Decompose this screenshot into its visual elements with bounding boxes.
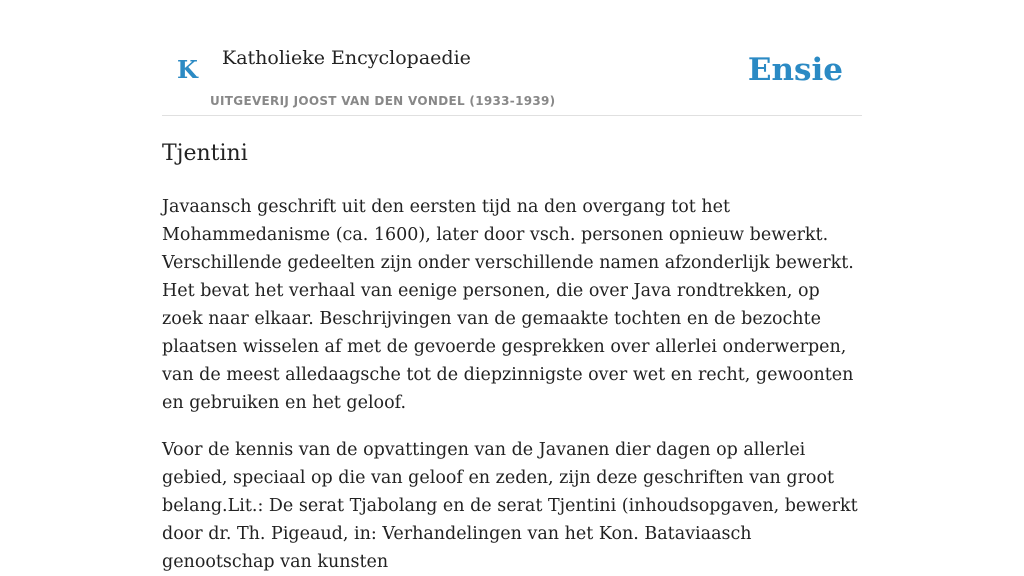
article-content — [162, 138, 862, 576]
encyclopedia-title[interactable]: Katholieke Encyclopaedie — [222, 47, 471, 69]
article-paragraph-1: Javaansch geschrift uit den eersten tijd na den overgang tot het Mohammedanisme (ca. 1600), later door vsch. personen opnieuw bewerkt. Verschillende gedeelten zijn onder verschillende namen afzonderlijk bewerkt. Het bevat het verhaal van eenige personen, die over Java rondtrekken, op zoek naar elkaar. Beschrijvingen van de gemaakte tochten en de bezochte plaatsen wisselen af met de gevoerde gesprekken over allerlei onderwerpen, van de meest alledaagsche tot de diepzinnigste over wet en recht, gewoonten en gebruiken en het geloof. — [162, 197, 854, 413]
article-paragraph-2: Voor de kennis van de opvattingen van de Javanen dier dagen op allerlei gebied, speciaal op die van geloof en zeden, zijn deze geschriften van groot belang.Lit.: De serat Tjabolang en de serat Tjentini (inhoudsopgaven, bewerkt door dr. Th. Pigeaud, in: Verhandelingen van het Kon. Bataviaasch genootschap van kunsten — [162, 440, 858, 572]
publisher-subtitle: UITGEVERIJ JOOST VAN DEN VONDEL (1933-1939) — [210, 94, 556, 108]
encyclopedia-logo[interactable]: K — [177, 55, 198, 84]
site-header — [162, 0, 862, 116]
article-title: Tjentini — [162, 141, 248, 166]
ensie-brand-logo[interactable]: Ensie — [747, 52, 843, 88]
